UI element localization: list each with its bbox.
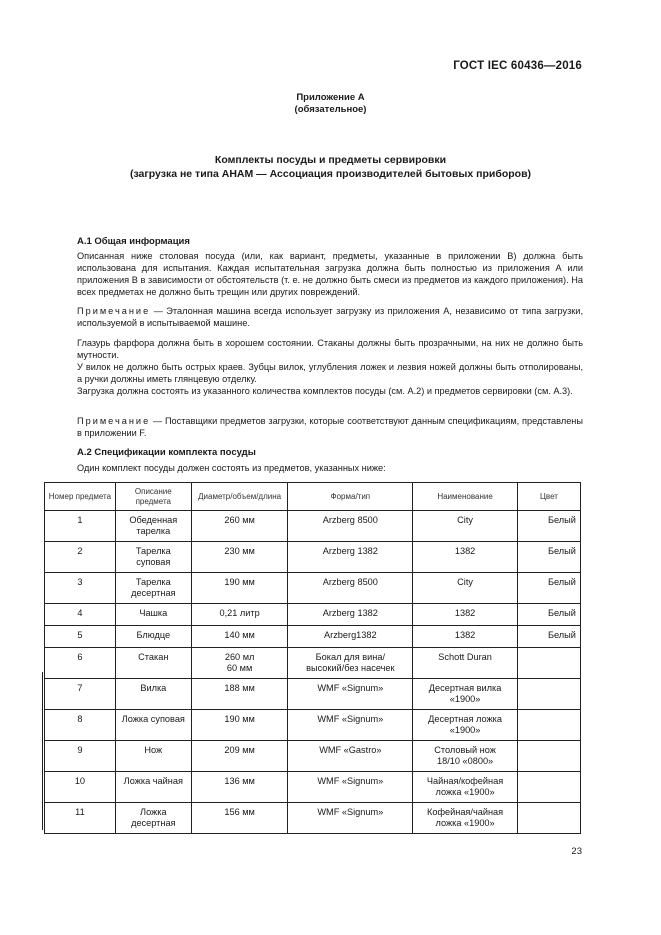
table-cell: Чашка xyxy=(115,604,191,626)
note-label: Примечание xyxy=(77,416,151,426)
table-cell: 5 xyxy=(45,626,116,648)
table-cell: 209 мм xyxy=(191,741,288,772)
table-cell xyxy=(517,679,580,710)
table-cell: 260 мм xyxy=(191,511,288,542)
table-row xyxy=(45,626,581,648)
table-row xyxy=(45,803,581,834)
table-cell: 8 xyxy=(45,710,116,741)
table-cell: 1 xyxy=(45,511,116,542)
header-cell: Описание предмета xyxy=(115,483,191,511)
table-row xyxy=(45,604,581,626)
note-1 xyxy=(77,305,583,329)
page-number: 23 xyxy=(571,846,582,857)
table-cell xyxy=(517,648,580,679)
table-cell: WMF «Signum» xyxy=(288,710,413,741)
table-cell: Нож xyxy=(115,741,191,772)
margin-revision-line xyxy=(42,672,43,830)
table-cell: Белый xyxy=(517,542,580,573)
table-row xyxy=(45,648,581,679)
table-cell: Блюдце xyxy=(115,626,191,648)
table-cell: 230 мм xyxy=(191,542,288,573)
table-cell: 4 xyxy=(45,604,116,626)
table-cell: Вилка xyxy=(115,679,191,710)
table-cell: Тарелка суповая xyxy=(115,542,191,573)
table-cell: WMF «Signum» xyxy=(288,803,413,834)
table-cell: 7 xyxy=(45,679,116,710)
table-cell: 260 мл 60 мм xyxy=(191,648,288,679)
annex-label: Приложение А xyxy=(296,92,365,103)
table-cell: Arzberg 1382 xyxy=(288,542,413,573)
table-cell xyxy=(517,741,580,772)
table-cell: City xyxy=(413,573,518,604)
annex-title-line2: (загрузка не типа АНАМ — Ассоциация производителей бытовых приборов) xyxy=(129,168,532,180)
table-cell: Белый xyxy=(517,604,580,626)
table-cell: 190 мм xyxy=(191,710,288,741)
table-cell xyxy=(517,803,580,834)
table-header-row xyxy=(45,483,581,511)
table-cell: 10 xyxy=(45,772,116,803)
table-cell: Белый xyxy=(517,573,580,604)
section-a1-paragraph-3: У вилок не должно быть острых краев. Зубцы вилок, углубления ложек и лезвия ножей должны быть отполированы, а ручки должны иметь глянцевую отделку. xyxy=(77,362,583,384)
section-a2-intro: Один комплект посуды должен состоять из предметов, указанных ниже: xyxy=(77,463,386,473)
annex-title-line1: Комплекты посуды и предметы сервировки xyxy=(214,154,447,166)
table-cell: 1382 xyxy=(413,542,518,573)
table-cell: Ложка чайная xyxy=(115,772,191,803)
table-cell: 9 xyxy=(45,741,116,772)
table-cell: 6 xyxy=(45,648,116,679)
table-cell: 11 xyxy=(45,803,116,834)
table-cell: 190 мм xyxy=(191,573,288,604)
table-row xyxy=(45,741,581,772)
table-cell: 136 мм xyxy=(191,772,288,803)
annex-status: (обязательное) xyxy=(294,104,367,115)
header-cell: Цвет xyxy=(517,483,580,511)
table-cell: 1382 xyxy=(413,626,518,648)
section-a2-heading: А.2 Спецификации комплекта посуды xyxy=(77,447,256,458)
section-a1-paragraph-1 xyxy=(77,250,583,298)
table-cell: Кофейная/чайная ложка «1900» xyxy=(413,803,518,834)
table-row xyxy=(45,573,581,604)
header-cell: Наименование xyxy=(413,483,518,511)
table-cell: Бокал для вина/ высокий/без насечек xyxy=(288,648,413,679)
table-cell: 1382 xyxy=(413,604,518,626)
table-cell: 188 мм xyxy=(191,679,288,710)
standard-id: ГОСТ IEC 60436—2016 xyxy=(453,60,582,72)
header-cell: Номер предмета xyxy=(45,483,116,511)
table-cell: 3 xyxy=(45,573,116,604)
table-cell: Schott Duran xyxy=(413,648,518,679)
dishware-spec-table xyxy=(44,482,581,834)
table-row xyxy=(45,542,581,573)
note-text: — Поставщики предметов загрузки, которые соответствуют данным спецификациям, представлены в приложении F. xyxy=(77,416,583,438)
table-cell: Десертная ложка «1900» xyxy=(413,710,518,741)
table-cell: Столовый нож 18/10 «0800» xyxy=(413,741,518,772)
table-cell: Тарелка десертная xyxy=(115,573,191,604)
note-2 xyxy=(77,415,583,439)
table-cell: Arzberg1382 xyxy=(288,626,413,648)
table-cell: Белый xyxy=(517,626,580,648)
table-cell: Стакан xyxy=(115,648,191,679)
table-cell: Десертная вилка «1900» xyxy=(413,679,518,710)
table-body xyxy=(45,511,581,834)
note-text: — Эталонная машина всегда использует загрузку из приложения А, независимо от типа загрузки, используемой в испытываемой машине. xyxy=(77,306,583,328)
section-a1-paragraph-4: Загрузка должна состоять из указанного количества комплектов посуды (см. А.2) и предметов сервировки (см. А.3). xyxy=(77,386,573,396)
table-cell: 140 мм xyxy=(191,626,288,648)
table-cell: WMF «Signum» xyxy=(288,772,413,803)
table-cell: Ложка десертная xyxy=(115,803,191,834)
table-row xyxy=(45,710,581,741)
table-cell: Ложка суповая xyxy=(115,710,191,741)
table-cell: WMF «Signum» xyxy=(288,679,413,710)
table-row xyxy=(45,772,581,803)
section-a1-heading: А.1 Общая информация xyxy=(77,236,190,247)
table-cell: 156 мм xyxy=(191,803,288,834)
header-cell: Диаметр/объем/длина xyxy=(191,483,288,511)
table-cell: WMF «Gastro» xyxy=(288,741,413,772)
header-cell: Форма/тип xyxy=(288,483,413,511)
paragraph-text: Описанная ниже столовая посуда (или, как вариант, предметы, указанные в приложении В) должна быть использована для испытания. Каждая испытательная загрузка должна быть полностью из приложения А или приложения В в зависимости от обстоятельств (т. е. не должно быть смеси из предметов из каждого приложения). На всех предметах не должно быть трещин или других повреждений. xyxy=(77,251,583,297)
table-cell: Arzberg 8500 xyxy=(288,511,413,542)
table-cell: Arzberg 1382 xyxy=(288,604,413,626)
table-cell xyxy=(517,772,580,803)
table-row xyxy=(45,679,581,710)
table-cell: 2 xyxy=(45,542,116,573)
section-a1-paragraph-2: Глазурь фарфора должна быть в хорошем состоянии. Стаканы должны быть прозрачными, на них не должно быть мутности. xyxy=(77,338,583,360)
note-label: Примечание xyxy=(77,306,151,316)
table-cell: Arzberg 8500 xyxy=(288,573,413,604)
table-row xyxy=(45,511,581,542)
table-cell: 0,21 литр xyxy=(191,604,288,626)
table-cell xyxy=(517,710,580,741)
table-cell: City xyxy=(413,511,518,542)
table-cell: Белый xyxy=(517,511,580,542)
table-cell: Чайная/кофейная ложка «1900» xyxy=(413,772,518,803)
table-cell: Обеденная тарелка xyxy=(115,511,191,542)
